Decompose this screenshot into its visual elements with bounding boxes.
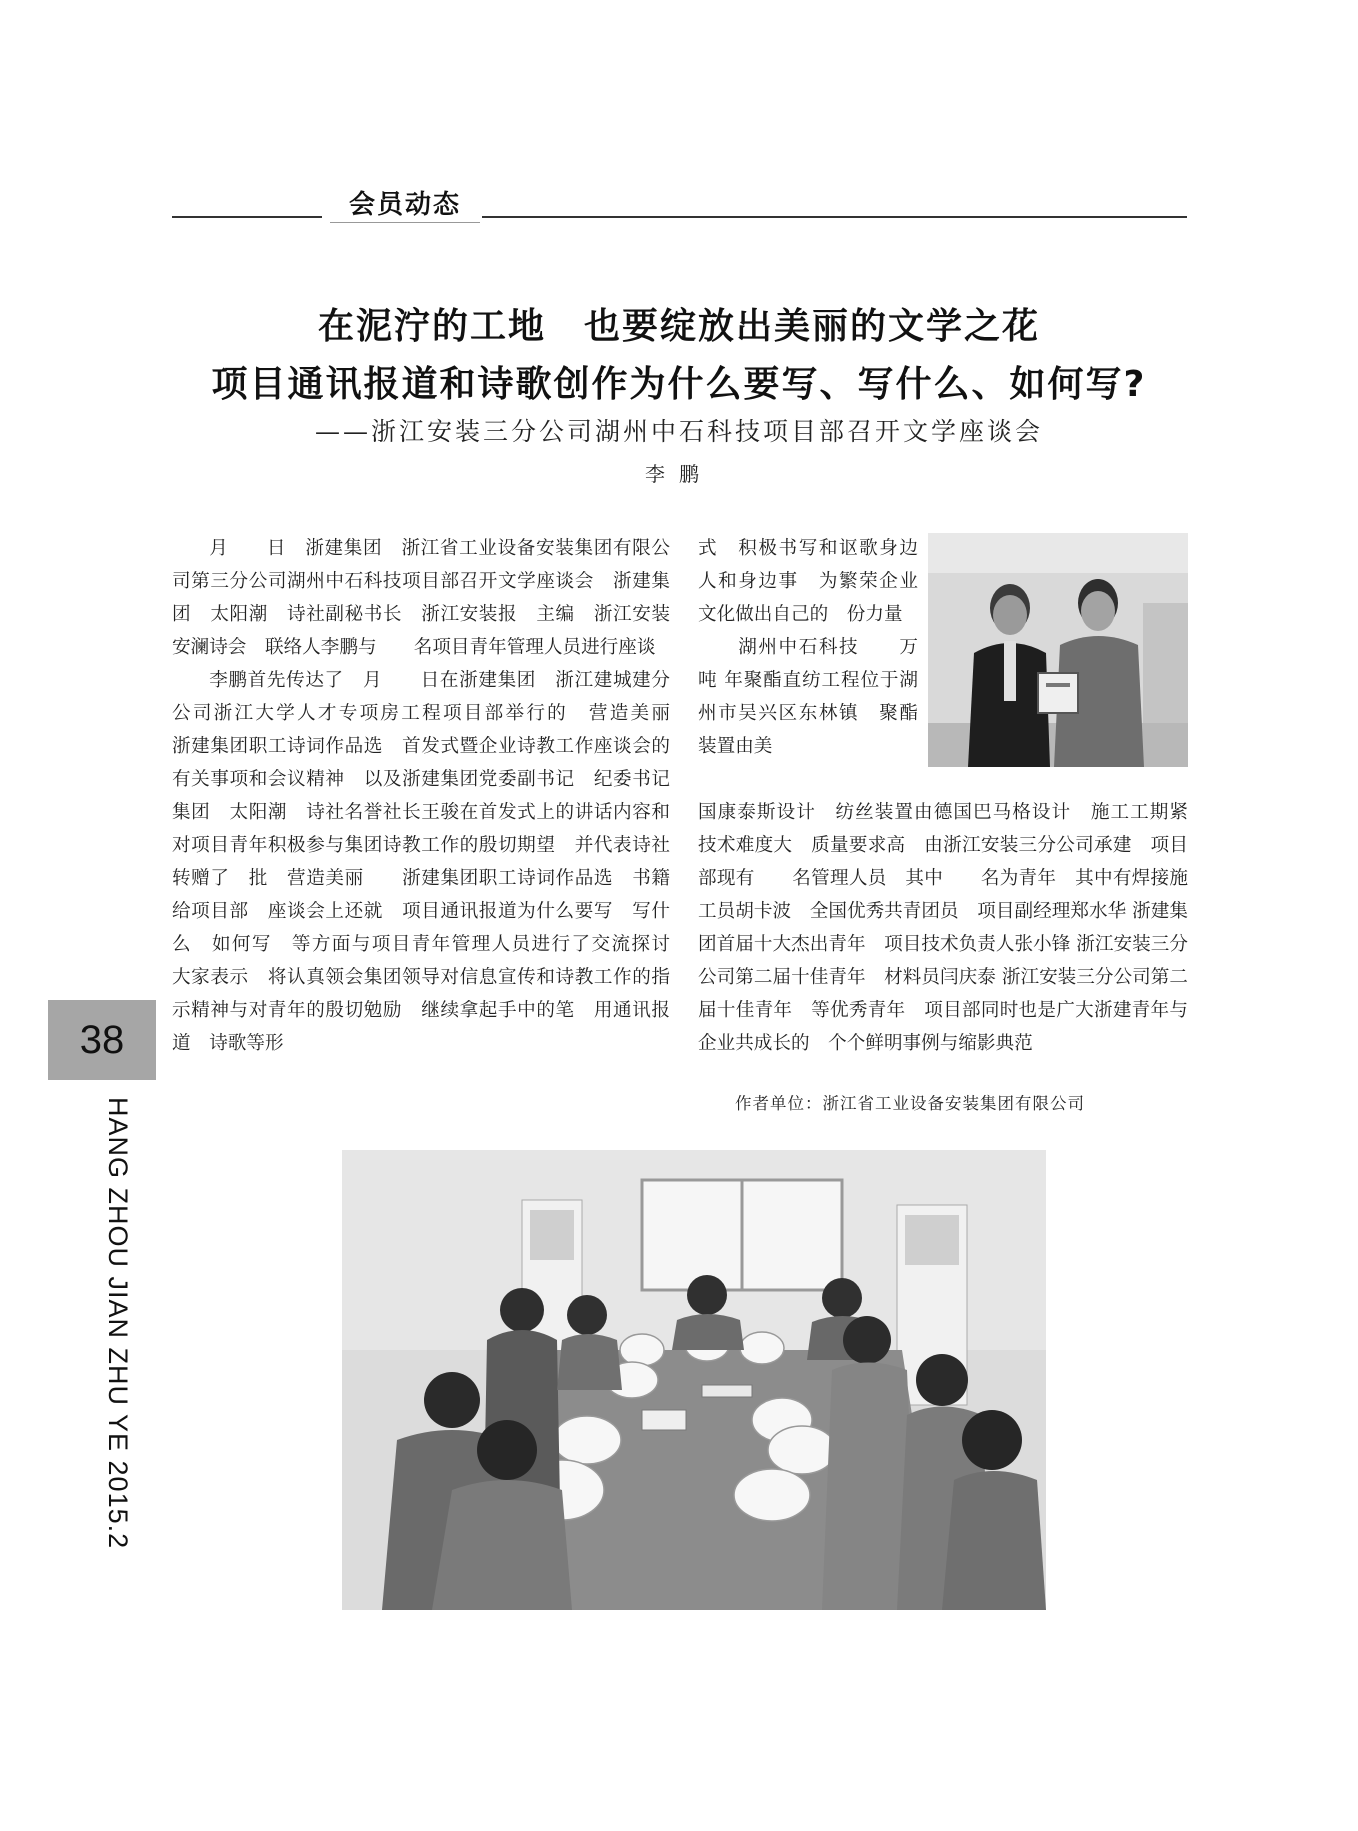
photo-meeting (342, 1150, 1046, 1610)
section-title-underline (330, 222, 480, 223)
author-affiliation: 作者单位：浙江省工业设备安装集团有限公司 (735, 1094, 1085, 1113)
left-column (172, 532, 708, 1060)
article-author: 李鹏 (645, 462, 713, 486)
right-column-top (698, 532, 918, 763)
article-title-line2: 项目通讯报道和诗歌创作为什么要写、写什么、如何写? (211, 364, 1147, 405)
right-paragraph: 湖州中石科技 万吨 年聚酯直纺工程位于湖州市吴兴区东林镇 聚酯装置由美 (698, 637, 918, 757)
section-rule-left (172, 216, 322, 218)
right-column-bottom (698, 796, 1207, 1060)
page-number: 38 (79, 1017, 125, 1062)
photo-book-presentation-image (928, 533, 1188, 767)
page-number-box (48, 1000, 156, 1080)
right-paragraph: 式 积极书写和讴歌身边人和身边事 为繁荣企业文化做出自己的 份力量 (698, 538, 918, 625)
article-title-line1: 在泥泞的工地 也要绽放出美丽的文学之花 (317, 306, 1040, 347)
photo-meeting-image (342, 1150, 1046, 1610)
section-title: 会员动态 (348, 190, 461, 220)
photo-book-presentation (928, 533, 1188, 767)
left-paragraph: 月 日 浙建集团 浙江省工业设备安装集团有限公司第三分公司湖州中石科技项目部召开文学座谈会 浙建集团 太阳潮 诗社副秘书长 浙江安装报 主编 浙江安装 安澜诗会 联络人李鹏与 名项目青年管理人员进行座谈 (172, 538, 689, 658)
article-subtitle: ——浙江安装三分公司湖州中石科技项目部召开文学座谈会 (314, 417, 1043, 446)
section-rule-right (482, 216, 1187, 218)
journal-name-vertical: HANG ZHOU JIAN ZHU YE 2015.2 (103, 1097, 133, 1550)
right-paragraph: 国康泰斯设计 纺丝装置由德国巴马格设计 施工工期紧 技术难度大 质量要求高 由浙江安装三分公司承建 项目部现有 名管理人员 其中 名为青年 其中有焊接施工员胡卡波 全国优秀共青团员 项目副经理郑水华 浙建集团首届十大杰出青年 项目技术负责人张小锋 浙江安装三分公司第二届十佳青年 材料员闫庆泰 浙江安装三分公司第二届十佳青年 等优秀青年 项目部同时也是广大浙建青年与企业共成长的 个个鲜明事例与缩影典范 (698, 802, 1207, 1054)
left-paragraph: 李鹏首先传达了 月 日在浙建集团 浙江建城建分公司浙江大学人才专项房工程项目部举行的 营造美丽 浙建集团职工诗词作品选 首发式暨企业诗教工作座谈会的有关事项和会议精神 以及浙建集团党委副书记 纪委书记 集团 太阳潮 诗社名誉社长王骏在首发式上的讲话内容和对项目青年积极参与集团诗教工作的殷切期望 并代表诗社转赠了 批 营造美丽 浙建集团职工诗词作品选 书籍给项目部 座谈会上还就 项目通讯报道为什么要写 写什么 如何写 等方面与项目青年管理人员进行了交流探讨 大家表示 将认真领会集团领导对信息宣传和诗教工作的指示精神与对青年的殷切勉励 继续拿起手中的笔 用通讯报道 诗歌等形 (172, 670, 708, 1054)
